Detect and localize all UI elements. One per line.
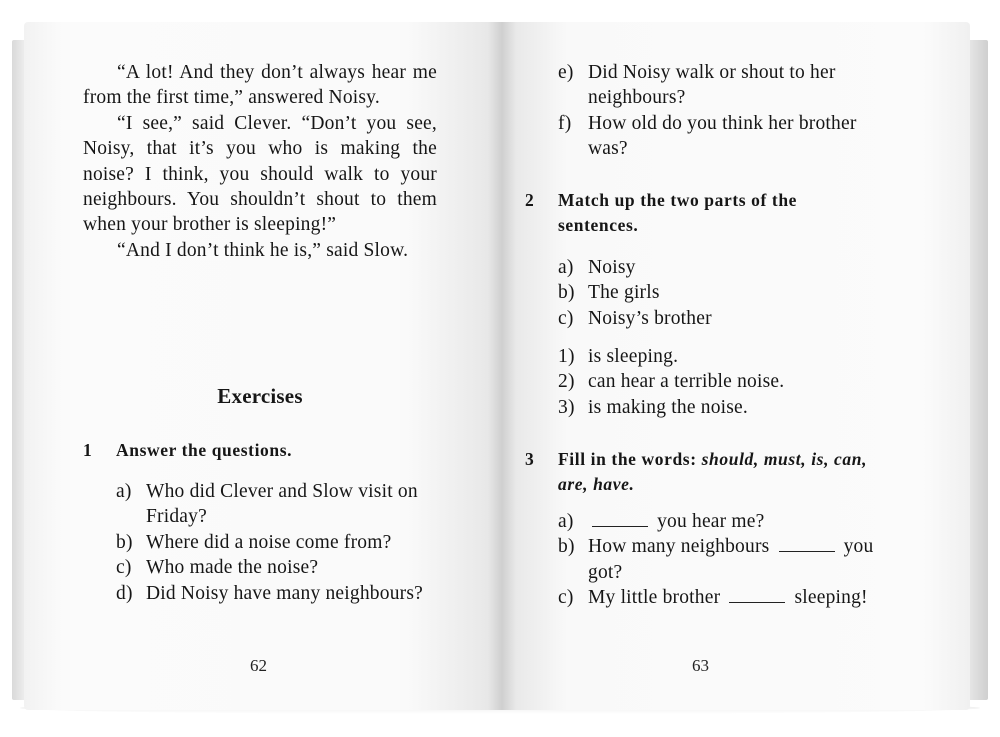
story-paragraph: “A lot! And they don’t always hear me from the first time,” answered Noisy.	[83, 62, 437, 109]
item-text	[588, 509, 880, 534]
exercise-1-title	[83, 438, 437, 463]
match-predicate	[558, 344, 880, 369]
exercise-number: 3	[525, 449, 535, 469]
item-label: d)	[116, 582, 133, 604]
item-label: b)	[558, 282, 575, 304]
story-paragraph: “I see,” said Clever. “Don’t you see, Noisy, that it’s you who is making the noise? I think, you should walk to your neighbours. You shouldn’t shout to them when your brother is sleeping!”	[83, 112, 437, 236]
answer-blank	[779, 536, 835, 552]
exercise-3-items	[558, 509, 880, 611]
question-item	[558, 111, 880, 162]
item-label: e)	[558, 62, 574, 83]
item-label: c)	[558, 587, 574, 609]
item-label: a)	[558, 511, 574, 532]
page-number-right: 63	[692, 656, 709, 675]
exercise-number: 2	[525, 190, 535, 210]
item-text	[588, 534, 880, 585]
item-label: 1)	[558, 346, 575, 367]
item-before: How many neighbours	[588, 536, 770, 558]
page-number-left: 62	[250, 656, 267, 675]
story-text	[83, 60, 437, 263]
item-label: c)	[116, 557, 132, 579]
exercise-instruction: Match up the two parts of the sentences.	[558, 190, 798, 236]
fill-in-item	[558, 585, 880, 610]
exercise-3	[525, 447, 880, 498]
exercise-number: 1	[83, 440, 93, 460]
item-text: Noisy	[588, 257, 636, 278]
exercise-1-questions	[116, 479, 438, 606]
item-text: How old do you think her brother was?	[588, 112, 857, 160]
question-item	[116, 581, 438, 606]
exercise-instruction	[558, 447, 880, 498]
item-label: b)	[558, 536, 575, 558]
question-item	[116, 555, 438, 580]
item-label: a)	[558, 257, 574, 278]
match-predicate	[558, 395, 880, 420]
exercise-2	[525, 188, 880, 239]
exercise-3-title	[525, 447, 880, 498]
item-label: f)	[558, 112, 572, 134]
match-subject	[558, 255, 880, 280]
fill-in-item	[558, 534, 880, 585]
item-text: Did Noisy have many neighbours?	[146, 582, 423, 604]
item-after: sleeping!	[794, 587, 868, 609]
item-label: a)	[116, 481, 132, 502]
match-subject	[558, 280, 880, 305]
exercise-1	[83, 438, 437, 463]
item-text: The girls	[588, 282, 660, 304]
item-text: Who did Clever and Slow visit on Friday?	[146, 481, 418, 528]
item-text: Where did a noise come from?	[146, 531, 392, 553]
instruction-prefix: Fill in the words:	[558, 449, 697, 469]
word-bank: should, must, is, can, are, have.	[558, 449, 868, 495]
item-text: is making the noise.	[588, 396, 748, 418]
item-label: 2)	[558, 371, 575, 393]
exercise-1-continued	[558, 60, 880, 162]
exercise-2-subjects	[558, 255, 880, 331]
item-after: you got?	[588, 536, 874, 583]
exercises-heading-block	[83, 384, 437, 409]
answer-blank	[592, 511, 648, 527]
fill-in-item	[558, 509, 880, 534]
exercise-2-predicates	[558, 344, 880, 420]
match-predicate	[558, 369, 880, 394]
question-item	[558, 60, 880, 111]
exercise-2-title	[525, 188, 880, 239]
question-item	[116, 479, 438, 530]
exercises-heading: Exercises	[217, 384, 303, 408]
item-text: Noisy’s brother	[588, 307, 712, 329]
item-before: My little brother	[588, 587, 721, 609]
answer-blank	[729, 587, 785, 603]
item-label: 3)	[558, 396, 575, 418]
item-label: c)	[558, 307, 574, 329]
match-subject	[558, 306, 880, 331]
item-text: Did Noisy walk or shout to her neighbours?	[588, 62, 836, 109]
item-label: b)	[116, 531, 133, 553]
item-text: can hear a terrible noise.	[588, 371, 785, 393]
item-after: you hear me?	[657, 511, 765, 532]
item-text	[588, 585, 880, 610]
item-text: Who made the noise?	[146, 557, 319, 579]
story-paragraph: “And I don’t think he is,” said Slow.	[117, 239, 409, 261]
item-text: is sleeping.	[588, 346, 679, 367]
exercise-instruction: Answer the questions.	[116, 440, 293, 460]
question-item	[116, 530, 438, 555]
